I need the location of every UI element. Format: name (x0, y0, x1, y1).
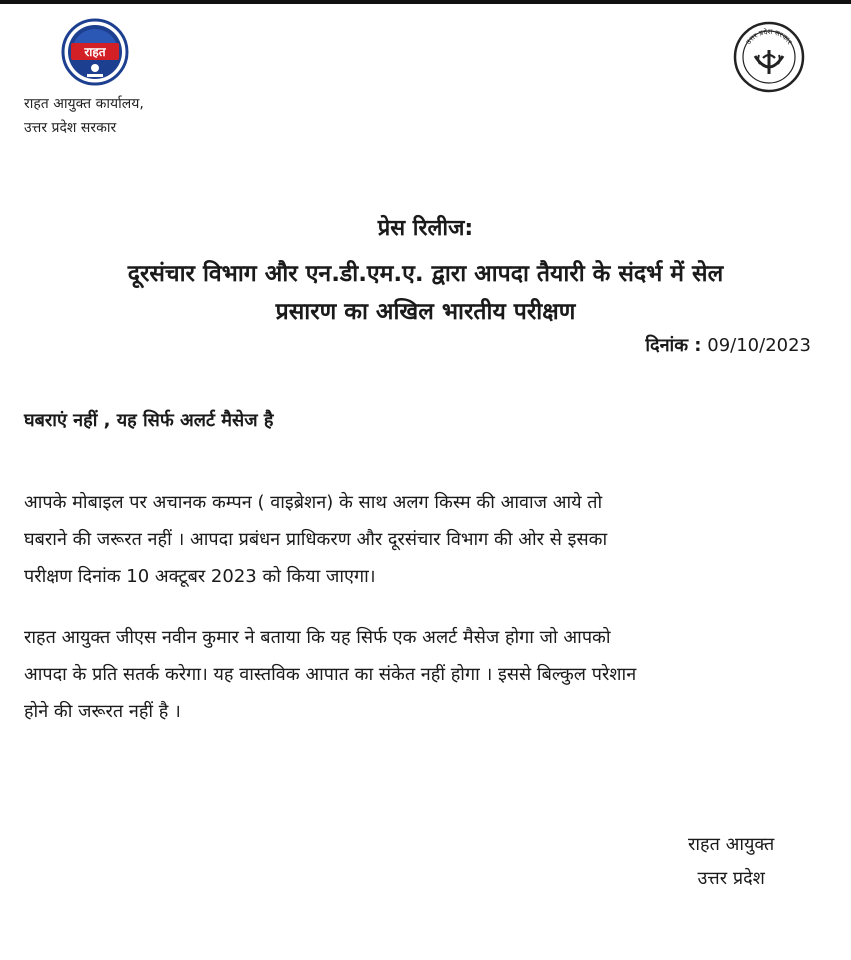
office-line-1: राहत आयुक्त कार्यालय, (24, 96, 144, 112)
top-border (0, 0, 851, 4)
title-line-1: दूरसंचार विभाग और एन.डी.एम.ए. द्वारा आपदा तैयारी के संदर्भ में सेल (127, 261, 724, 287)
page-title (0, 255, 851, 331)
press-release-label: प्रेस रिलीज: (377, 216, 474, 241)
paragraph-1 (24, 484, 814, 595)
signature-block (688, 828, 774, 896)
paragraph-line: होने की जरूरत नहीं है । (24, 701, 181, 722)
date-label: दिनांक : (645, 335, 702, 356)
paragraph-line: घबराने की जरूरत नहीं । आपदा प्रबंधन प्राधिकरण और दूरसंचार विभाग की ओर से इसका (24, 529, 608, 550)
rahat-logo (60, 18, 130, 86)
up-government-seal (732, 20, 806, 94)
date-line (645, 333, 811, 357)
signature-title: राहत आयुक्त (688, 834, 775, 855)
logo-text: राहत (84, 45, 106, 59)
office-line-2: उत्तर प्रदेश सरकार (24, 120, 117, 136)
headline: घबराएं नहीं , यह सिर्फ अलर्ट मैसेज है (24, 410, 274, 431)
paragraph-line: आपदा के प्रति सतर्क करेगा। यह वास्तविक आपात का संकेत नहीं होगा । इससे बिल्कुल परेशान (24, 664, 637, 685)
title-line-2: प्रसारण का अखिल भारतीय परीक्षण (275, 299, 576, 325)
seal-text: उत्तर प्रदेश सरकार (744, 27, 794, 46)
paragraph-line: राहत आयुक्त जीएस नवीन कुमार ने बताया कि यह सिर्फ एक अलर्ट मैसेज होगा जो आपको (24, 627, 611, 648)
paragraph-2 (24, 619, 814, 730)
date-value: 09/10/2023 (707, 335, 811, 356)
paragraph-line: परीक्षण दिनांक 10 अक्टूबर 2023 को किया जाएगा। (24, 566, 376, 587)
paragraph-line: आपके मोबाइल पर अचानक कम्पन ( वाइब्रेशन) के साथ अलग किस्म की आवाज आये तो (24, 492, 603, 513)
office-address (24, 92, 144, 140)
signature-state: उत्तर प्रदेश (697, 868, 765, 889)
